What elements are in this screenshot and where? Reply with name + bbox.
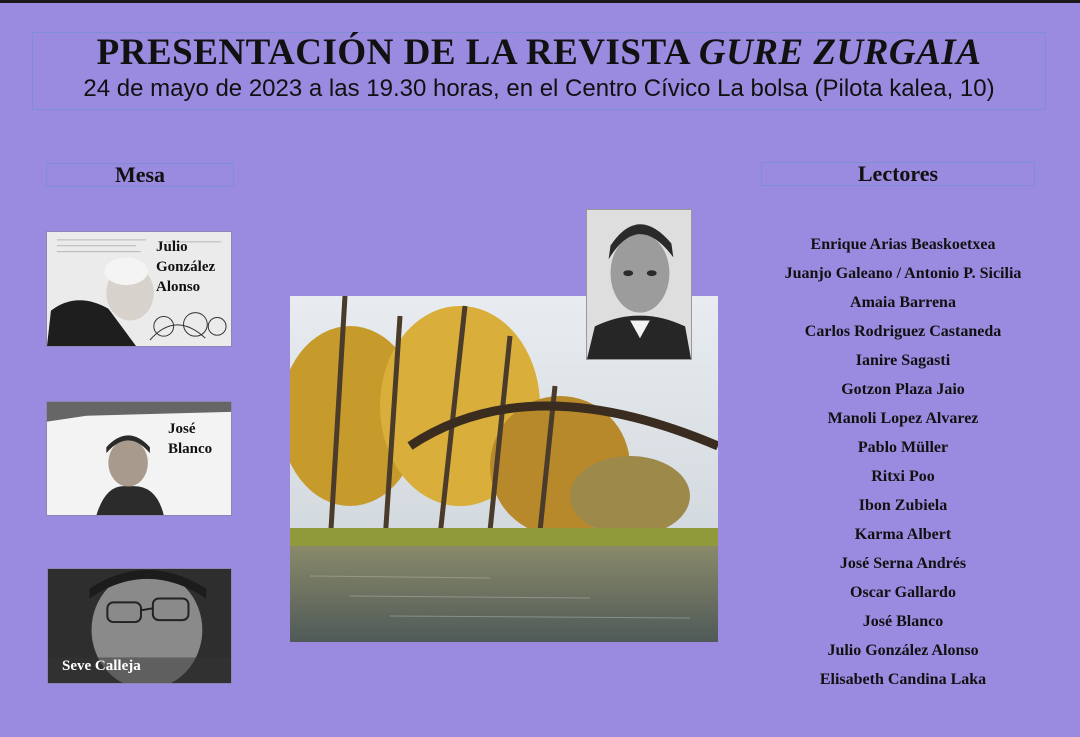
reader-name: Ritxi Poo (871, 468, 935, 485)
panelist-2-line1: José (168, 421, 196, 437)
panelist-photo-jose (46, 401, 232, 516)
reader-name: Julio González Alonso (827, 642, 979, 659)
panelist-2-line2: Blanco (168, 441, 213, 457)
reader-name: José Serna Andrés (839, 555, 967, 572)
panelist-photo-seve (47, 568, 232, 684)
reader-name: Juanjo Galeano / Antonio P. Sicilia (784, 265, 1022, 282)
lectores-heading: Lectores (761, 162, 1035, 186)
reader-name: Ibon Zubiela (858, 497, 948, 514)
page-title (33, 33, 1045, 73)
reader-name: Ianire Sagasti (855, 352, 951, 369)
reader-name: Gotzon Plaza Jaio (841, 381, 965, 398)
top-border (0, 0, 1080, 3)
reader-name: Amaia Barrena (850, 294, 956, 311)
panelist-1-line3: Alonso (156, 279, 201, 295)
panelist-photo-julio (46, 231, 232, 347)
header (32, 32, 1046, 110)
reader-name: Oscar Gallardo (850, 584, 956, 601)
mesa-heading: Mesa (46, 163, 234, 187)
title-main: PRESENTACIÓN DE LA REVISTA (96, 32, 690, 73)
reader-name: Enrique Arias Beaskoetxea (810, 236, 996, 253)
panelist-1-line1: Julio (156, 239, 188, 255)
magazine-name: GURE ZURGAIA (698, 32, 982, 73)
event-details: 24 de mayo de 2023 a las 19.30 horas, en el Centro Cívico La bolsa (Pilota kalea, 10) (83, 75, 995, 102)
panelist-1-line2: González (156, 259, 216, 275)
panelist-3-name: Seve Calleja (62, 658, 141, 674)
author-portrait (586, 209, 692, 360)
lectores-list (760, 230, 1046, 694)
reader-name: Carlos Rodriguez Castaneda (804, 323, 1002, 340)
reader-name: Pablo Müller (857, 439, 949, 456)
reader-name: Elisabeth Candina Laka (819, 671, 987, 688)
reader-name: José Blanco (862, 613, 944, 630)
reader-name: Karma Albert (854, 526, 952, 543)
reader-name: Manoli Lopez Alvarez (827, 410, 979, 427)
historic-portrait-image (587, 210, 691, 359)
